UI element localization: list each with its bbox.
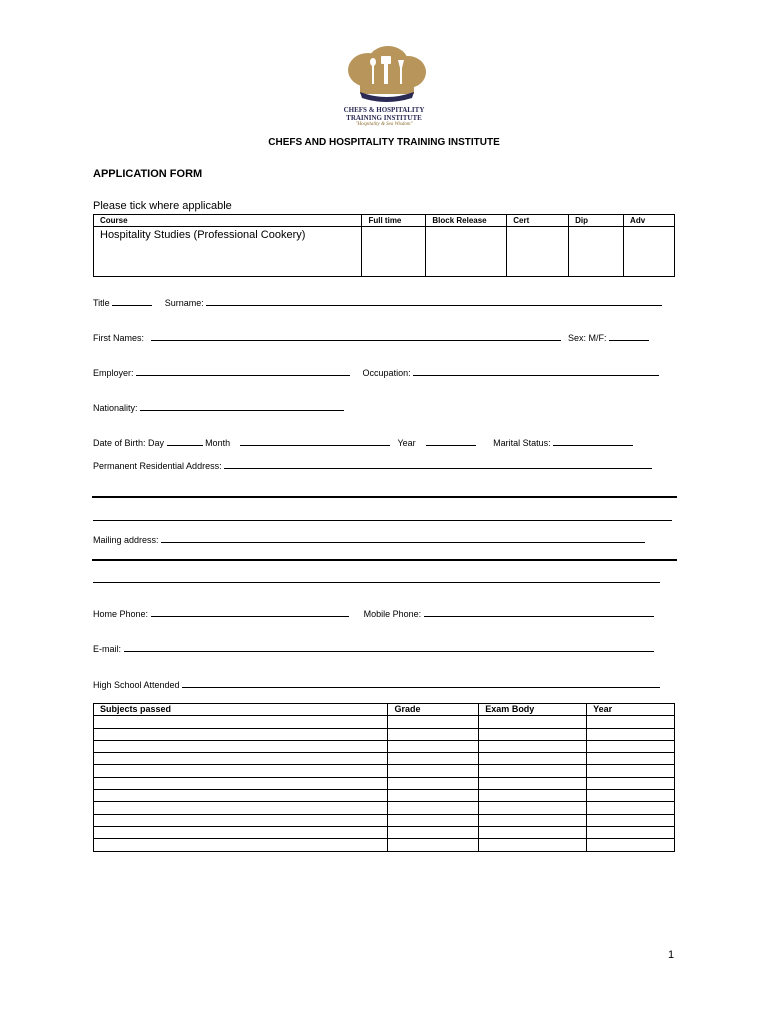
year-cell[interactable] xyxy=(587,802,675,814)
subject-cell[interactable] xyxy=(94,753,388,765)
mobile-phone-label: Mobile Phone: xyxy=(363,609,422,619)
occupation-label: Occupation: xyxy=(362,368,411,378)
dob-year-field[interactable] xyxy=(426,436,476,446)
logo-name-line2: TRAINING INSTITUTE xyxy=(346,114,422,122)
first-names-row xyxy=(93,331,649,344)
logo-name-line1: CHEFS & HOSPITALITY xyxy=(343,106,425,114)
mobile-phone-field[interactable] xyxy=(424,607,654,617)
course-table xyxy=(93,214,675,277)
subject-cell[interactable] xyxy=(94,740,388,752)
dob-year-label: Year xyxy=(397,438,416,448)
subjects-table xyxy=(93,703,675,852)
exam-body-cell[interactable] xyxy=(479,753,587,765)
grade-cell[interactable] xyxy=(388,765,479,777)
year-cell[interactable] xyxy=(587,839,675,851)
occupation-field[interactable] xyxy=(413,366,659,376)
header-grade: Grade xyxy=(388,704,479,716)
dob-day-label: Date of Birth: Day xyxy=(93,438,165,448)
high-school-field[interactable] xyxy=(182,678,660,688)
exam-body-cell[interactable] xyxy=(479,740,587,752)
course-row xyxy=(94,227,675,277)
marital-status-field[interactable] xyxy=(553,436,633,446)
nationality-field[interactable] xyxy=(140,401,344,411)
grade-cell[interactable] xyxy=(388,740,479,752)
grade-cell[interactable] xyxy=(388,802,479,814)
title-label: Title xyxy=(93,298,110,308)
tick-adv[interactable] xyxy=(624,227,675,277)
dob-day-field[interactable] xyxy=(167,436,203,446)
subjects-table-body xyxy=(94,716,675,851)
employer-row xyxy=(93,366,659,379)
exam-body-cell[interactable] xyxy=(479,716,587,728)
header-course: Course xyxy=(94,215,362,227)
subject-row xyxy=(94,814,675,826)
employer-field[interactable] xyxy=(136,366,350,376)
subject-cell[interactable] xyxy=(94,765,388,777)
course-table-header xyxy=(94,215,675,227)
email-field[interactable] xyxy=(124,642,654,652)
page-number: 1 xyxy=(668,949,675,961)
grade-cell[interactable] xyxy=(388,753,479,765)
subject-row xyxy=(94,777,675,789)
subject-cell[interactable] xyxy=(94,802,388,814)
year-cell[interactable] xyxy=(587,765,675,777)
subject-row xyxy=(94,802,675,814)
dob-month-field[interactable] xyxy=(240,436,390,446)
grade-cell[interactable] xyxy=(388,728,479,740)
subject-cell[interactable] xyxy=(94,790,388,802)
mailing-address-line-2[interactable] xyxy=(93,582,660,583)
tick-block-release[interactable] xyxy=(426,227,507,277)
year-cell[interactable] xyxy=(587,826,675,838)
email-row xyxy=(93,642,654,655)
subject-cell[interactable] xyxy=(94,814,388,826)
sex-field[interactable] xyxy=(609,331,649,341)
subject-cell[interactable] xyxy=(94,777,388,789)
subject-row xyxy=(94,728,675,740)
logo-tagline: "Hospitality & Sea Wisdom" xyxy=(355,122,413,127)
exam-body-cell[interactable] xyxy=(479,802,587,814)
mailing-address-row xyxy=(93,533,645,546)
surname-field[interactable] xyxy=(206,296,662,306)
exam-body-cell[interactable] xyxy=(479,777,587,789)
course-name: Hospitality Studies (Professional Cookery) xyxy=(94,227,362,277)
marital-status-label: Marital Status: xyxy=(493,438,551,448)
first-names-label: First Names: xyxy=(93,333,145,343)
grade-cell[interactable] xyxy=(388,839,479,851)
permanent-address-line-2[interactable] xyxy=(93,520,672,521)
grade-cell[interactable] xyxy=(388,826,479,838)
exam-body-cell[interactable] xyxy=(479,814,587,826)
sex-label: Sex: M/F: xyxy=(568,333,607,343)
employer-label: Employer: xyxy=(93,368,134,378)
home-phone-field[interactable] xyxy=(151,607,349,617)
header-subjects-passed: Subjects passed xyxy=(94,704,388,716)
logo-name xyxy=(318,106,450,122)
nationality-row xyxy=(93,401,344,414)
tick-dip[interactable] xyxy=(569,227,624,277)
exam-body-cell[interactable] xyxy=(479,728,587,740)
tick-full-time[interactable] xyxy=(362,227,426,277)
header-full-time: Full time xyxy=(362,215,426,227)
exam-body-cell[interactable] xyxy=(479,839,587,851)
grade-cell[interactable] xyxy=(388,716,479,728)
year-cell[interactable] xyxy=(587,753,675,765)
permanent-address-label: Permanent Residential Address: xyxy=(93,461,222,471)
grade-cell[interactable] xyxy=(388,777,479,789)
header-year: Year xyxy=(587,704,675,716)
exam-body-cell[interactable] xyxy=(479,826,587,838)
grade-cell[interactable] xyxy=(388,790,479,802)
institute-title: CHEFS AND HOSPITALITY TRAINING INSTITUTE xyxy=(268,137,500,148)
phone-row xyxy=(93,607,654,620)
exam-body-cell[interactable] xyxy=(479,790,587,802)
year-cell[interactable] xyxy=(587,814,675,826)
subject-row xyxy=(94,716,675,728)
subject-row xyxy=(94,740,675,752)
nationality-label: Nationality: xyxy=(93,403,138,413)
dob-month-label: Month xyxy=(205,438,231,448)
permanent-address-row xyxy=(93,459,652,472)
year-cell[interactable] xyxy=(587,790,675,802)
header-cert: Cert xyxy=(507,215,569,227)
header-exam-body: Exam Body xyxy=(479,704,587,716)
subject-cell[interactable] xyxy=(94,728,388,740)
grade-cell[interactable] xyxy=(388,814,479,826)
tick-instruction: Please tick where applicable xyxy=(93,200,232,212)
year-cell[interactable] xyxy=(587,740,675,752)
email-label: E-mail: xyxy=(93,644,122,654)
subject-row xyxy=(94,790,675,802)
header-dip: Dip xyxy=(569,215,624,227)
subject-row xyxy=(94,839,675,851)
subject-row xyxy=(94,765,675,777)
high-school-row xyxy=(93,678,660,691)
mailing-address-label: Mailing address: xyxy=(93,535,159,545)
title-field[interactable] xyxy=(112,296,152,306)
year-cell[interactable] xyxy=(587,716,675,728)
subject-cell[interactable] xyxy=(94,839,388,851)
surname-label: Surname: xyxy=(164,298,204,308)
mailing-address-field[interactable] xyxy=(161,533,645,543)
tick-cert[interactable] xyxy=(507,227,569,277)
permanent-address-field[interactable] xyxy=(224,459,652,469)
subject-row xyxy=(94,753,675,765)
subject-cell[interactable] xyxy=(94,716,388,728)
home-phone-label: Home Phone: xyxy=(93,609,149,619)
header-adv: Adv xyxy=(624,215,675,227)
address-divider-2 xyxy=(92,559,677,561)
date-of-birth-row xyxy=(93,436,633,449)
header-block-release: Block Release xyxy=(426,215,507,227)
year-cell[interactable] xyxy=(587,777,675,789)
subjects-table-header xyxy=(94,704,675,716)
first-names-field[interactable] xyxy=(151,331,561,341)
subject-cell[interactable] xyxy=(94,826,388,838)
high-school-label: High School Attended xyxy=(93,680,180,690)
form-title: APPLICATION FORM xyxy=(93,168,203,180)
address-divider-1 xyxy=(92,496,677,498)
exam-body-cell[interactable] xyxy=(479,765,587,777)
title-surname-row xyxy=(93,296,662,309)
subject-row xyxy=(94,826,675,838)
year-cell[interactable] xyxy=(587,728,675,740)
